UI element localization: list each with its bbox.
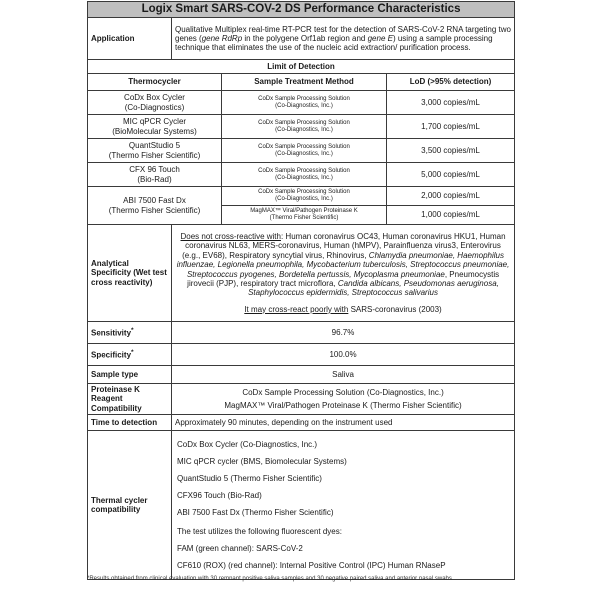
analytical-label: Analytical Specificity (Wet test cross reactivity): [88, 225, 172, 322]
application-text-3: ) using a sample processing technique that eliminates the use of the nucleic acid extraction/ purification process.: [175, 33, 493, 53]
lod-method-maker: (Co-Diagnostics, Inc.): [275, 196, 333, 202]
lod-col-method: Sample Treatment Method: [222, 74, 387, 91]
analytical-italic-2: Candida albicans, Pseudomonas aeruginosa, Staphylococcus epidermidis, Streptococcus salivarius: [248, 278, 499, 298]
footnote-mark: *: [131, 349, 134, 357]
application-description: [172, 18, 515, 60]
time-to-detection-label: Time to detection: [88, 415, 172, 431]
lod-method-maker: (Co-Diagnostics, Inc.): [275, 102, 333, 109]
thermal-label: Thermal cycler compatibility: [88, 431, 172, 580]
lod-value: 3,000 copies/mL: [387, 91, 515, 115]
lod-method-name: MagMAX™ Viral/Pathogen Proteinase K: [250, 208, 358, 215]
footnote-mark: *: [131, 327, 134, 335]
thermal-cycler-item: CoDx Box Cycler (Co-Diagnostics, Inc.): [177, 439, 318, 449]
lod-value: 1,000 copies/mL: [387, 206, 515, 225]
analytical-text: [172, 225, 515, 322]
sample-type-label: Sample type: [88, 366, 172, 384]
lod-cycler-name: QuantStudio 5: [128, 141, 181, 151]
lod-value: 5,000 copies/mL: [387, 163, 515, 187]
lod-row: [88, 139, 515, 163]
lod-cycler-name: CoDx Box Cycler: [124, 93, 185, 103]
lod-cycler-name: ABI 7500 Fast Dx: [123, 196, 186, 206]
time-to-detection-value: Approximately 90 minutes, depending on the instrument used: [172, 415, 515, 431]
analytical-p1: : Human coronavirus OC43, Human coronavirus HKU1, Human coronavirus NL63, MERS-coronavirus, Human (hMPV), Parainfluenza virus3, Enterovirus (e.g., EV68), Respiratory syncytial virus, Rhinovirus,: [182, 232, 506, 260]
application-gene-1: gene RdRp: [201, 33, 243, 43]
lod-row: [88, 115, 515, 139]
lod-cycler-maker: (Bio-Rad): [137, 174, 172, 184]
sensitivity-label: [88, 322, 172, 344]
lod-method: [222, 115, 387, 139]
application-text-1: Qualitative Multiplex real-time RT-PCR test for the detection of SARS-CoV-2 RNA targeting two genes (: [175, 24, 511, 43]
thermal-values: [172, 431, 515, 580]
application-gene-2: gene E: [367, 33, 393, 43]
lod-method: [222, 91, 387, 115]
dye-item: FAM (green channel): SARS-CoV-2: [177, 543, 303, 553]
application-text-2: in the polygene Orf1ab region and: [242, 33, 368, 43]
lod-cycler: [88, 139, 222, 163]
performance-table: [87, 1, 515, 580]
lod-cycler-name: MIC qPCR Cycler: [122, 117, 187, 127]
lod-method-name: CoDx Sample Processing Solution: [258, 189, 350, 196]
lod-row: [88, 187, 515, 206]
lod-value: 3,500 copies/mL: [387, 139, 515, 163]
thermal-cycler-item: QuantStudio 5 (Thermo Fisher Scientific): [177, 473, 322, 483]
lod-cycler-maker: (Co-Diagnostics): [124, 102, 185, 112]
lod-method-name: CoDx Sample Processing Solution: [258, 119, 350, 126]
lod-method: [222, 206, 387, 225]
thermal-cycler-item: ABI 7500 Fast Dx (Thermo Fisher Scientific): [177, 507, 334, 517]
lod-method-name: CoDx Sample Processing Solution: [258, 95, 350, 102]
thermal-cycler-item: CFX96 Touch (Bio-Rad): [177, 490, 262, 500]
page-title: Logix Smart SARS-COV-2 DS Performance Characteristics: [88, 2, 515, 18]
may-cross-lead: It may cross-react poorly with: [244, 304, 349, 314]
lod-heading: Limit of Detection: [88, 60, 515, 74]
specificity-value: 100.0%: [172, 344, 515, 366]
dye-item: CF610 (ROX) (red channel): Internal Positive Control (IPC) Human RNaseP: [177, 560, 446, 570]
analytical-italic-1: Chlamydia pneumoniae, Haemophilus influenzae, Legionella pneumophila, Mycobacterium tuberculosis, Streptococcus pneumoniae, Streptococcus pyogenes, Bordetella pertussis, Mycoplasma pneumoniae: [176, 250, 510, 279]
lod-method-maker: (Co-Diagnostics, Inc.): [275, 126, 333, 133]
lod-method-maker: (Co-Diagnostics, Inc.): [275, 174, 333, 181]
may-cross-tail: SARS-coronavirus (2003): [348, 304, 442, 314]
specificity-label-text: Specificity: [91, 350, 132, 360]
lod-row: [88, 91, 515, 115]
lod-cycler-name: CFX 96 Touch: [129, 165, 180, 175]
lod-col-thermocycler: Thermocycler: [88, 74, 222, 91]
footnote: *Results obtained from clinical evaluation with 30 remnant positive saliva samples and 30 negative paired saliva and anterior nasal swabs: [87, 576, 452, 582]
lod-cycler-maker: (BioMolecular Systems): [112, 126, 197, 136]
no-cross-lead: Does not cross-reactive with: [180, 232, 281, 242]
lod-value: 1,700 copies/mL: [387, 115, 515, 139]
lod-method-name: CoDx Sample Processing Solution: [258, 167, 350, 174]
proteinase-label: Proteinase K Reagent Compatibility: [88, 384, 172, 415]
proteinase-item: MagMAX™ Viral/Pathogen Proteinase K (Thermo Fisher Scientific): [224, 400, 462, 410]
sensitivity-label-text: Sensitivity: [91, 328, 132, 338]
proteinase-values: [172, 384, 515, 415]
lod-method: [222, 139, 387, 163]
sample-type-value: Saliva: [172, 366, 515, 384]
analytical-p2: , Pneumocystis jirovecii (PJP), respiratory tract microflora,: [187, 269, 500, 288]
thermal-cycler-item: MIC qPCR cycler (BMS, Biomolecular Systems): [177, 456, 347, 466]
lod-method-name: CoDx Sample Processing Solution: [258, 143, 350, 150]
lod-cycler: [88, 163, 222, 187]
lod-cycler: [88, 91, 222, 115]
lod-value: 2,000 copies/mL: [387, 187, 515, 206]
lod-row: [88, 163, 515, 187]
lod-cycler: [88, 115, 222, 139]
lod-method: [222, 187, 387, 206]
dyes-intro: The test utilizes the following fluorescent dyes:: [177, 526, 342, 536]
lod-method: [222, 163, 387, 187]
lod-method-maker: (Co-Diagnostics, Inc.): [275, 150, 333, 157]
lod-cycler: [88, 187, 222, 225]
specificity-label: [88, 344, 172, 366]
lod-cycler-maker: (Thermo Fisher Scientific): [108, 150, 201, 160]
sensitivity-value: 96.7%: [172, 322, 515, 344]
lod-col-lod: LoD (>95% detection): [387, 74, 515, 91]
application-label: Application: [88, 18, 172, 60]
lod-method-maker: (Thermo Fisher Scientific): [269, 215, 339, 221]
proteinase-item: CoDx Sample Processing Solution (Co-Diagnostics, Inc.): [242, 388, 444, 398]
lod-cycler-maker: (Thermo Fisher Scientific): [108, 205, 201, 215]
